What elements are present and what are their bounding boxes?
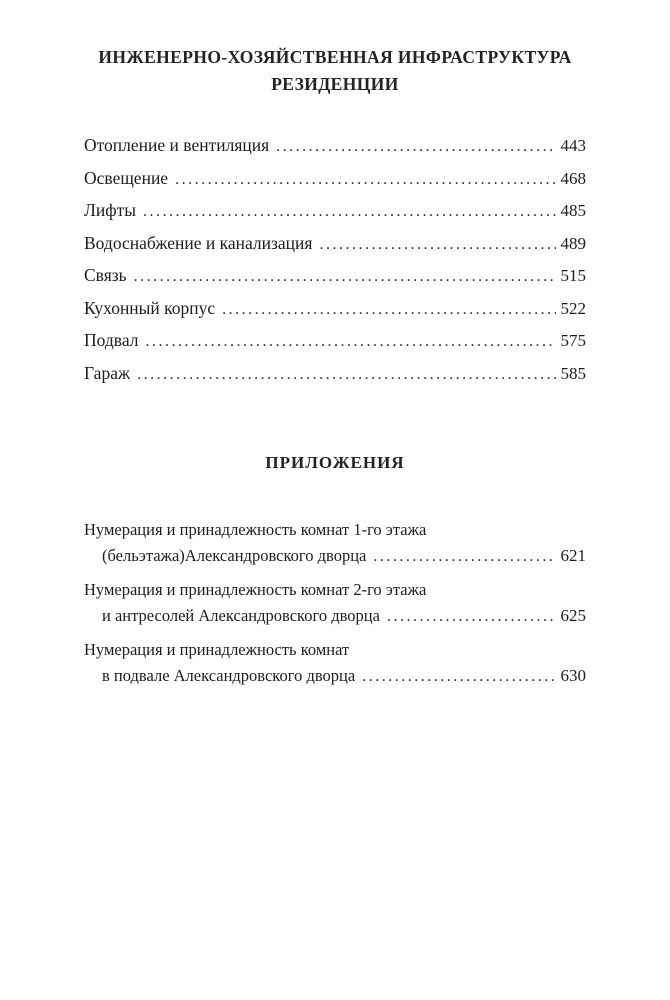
- appendix-entry-page: 621: [560, 546, 586, 566]
- toc-entry: [84, 200, 586, 233]
- dot-leader: [134, 265, 556, 286]
- dot-leader: [373, 543, 555, 570]
- toc-entry-label: Связь: [84, 265, 127, 286]
- appendix-entry-line1: Нумерация и принадлежность комнат: [84, 640, 350, 660]
- appendix-entry-label: и антресолей Александровского дворца: [102, 606, 380, 626]
- toc-entry: [84, 168, 586, 201]
- appendix-entry-line2: [84, 603, 586, 630]
- appendix-list: [84, 517, 586, 690]
- toc-entry-page: 468: [560, 168, 586, 188]
- dot-leader: [145, 330, 555, 351]
- dot-leader: [362, 663, 555, 690]
- toc-entry-label: Освещение: [84, 167, 169, 188]
- dot-leader: [387, 603, 556, 630]
- dot-leader: [175, 168, 555, 189]
- dot-leader: [137, 363, 555, 384]
- appendix-entry-line1: Нумерация и принадлежность комнат 2-го этажа: [84, 580, 427, 600]
- dot-leader: [319, 233, 555, 254]
- toc-entry: [84, 265, 586, 298]
- toc-entry: [84, 233, 586, 266]
- toc-entry-label: Подвал: [84, 330, 139, 351]
- toc-entry-label: Кухонный корпус: [84, 297, 216, 318]
- toc-entry-page: 489: [560, 233, 586, 253]
- appendix-entry-page: 630: [560, 666, 586, 686]
- toc-entry-page: 585: [560, 363, 586, 383]
- appendix-entry-page: 625: [560, 606, 586, 626]
- page-title: ИНЖЕНЕРНО-ХОЗЯЙСТВЕННАЯ ИНФРАСТРУКТУРА РЕЗИДЕНЦИИ: [98, 47, 572, 95]
- appendix-entry-label: в подвале Александровского дворца: [102, 666, 356, 686]
- dot-leader: [276, 135, 555, 156]
- toc-entry-label: Лифты: [84, 200, 136, 221]
- toc-entry: [84, 363, 586, 396]
- toc-entry-page: 485: [560, 201, 586, 221]
- appendix-entry-label: (бельэтажа)Александровского дворца: [102, 546, 367, 566]
- toc-entry-label: Отопление и вентиляция: [84, 135, 270, 156]
- appendix-entry: [84, 637, 586, 690]
- dot-leader: [222, 298, 555, 319]
- section-heading: ПРИЛОЖЕНИЯ: [265, 453, 405, 473]
- appendix-entry-line2: [84, 663, 586, 690]
- toc-entry-label: Водоснабжение и канализация: [84, 232, 313, 253]
- toc-entry-page: 515: [560, 266, 586, 286]
- dot-leader: [143, 200, 556, 221]
- toc-entry: [84, 298, 586, 331]
- toc-entry-page: 443: [560, 136, 586, 156]
- toc-entry: [84, 330, 586, 363]
- appendix-entry-line2: [84, 543, 586, 570]
- toc-entry: [84, 135, 586, 168]
- appendix-entry-line1: Нумерация и принадлежность комнат 1-го этажа: [84, 520, 427, 540]
- appendix-entry: [84, 577, 586, 630]
- toc-list: [84, 135, 586, 395]
- toc-entry-page: 575: [560, 331, 586, 351]
- toc-entry-label: Гараж: [84, 362, 131, 383]
- appendix-entry: [84, 517, 586, 570]
- toc-entry-page: 522: [560, 298, 586, 318]
